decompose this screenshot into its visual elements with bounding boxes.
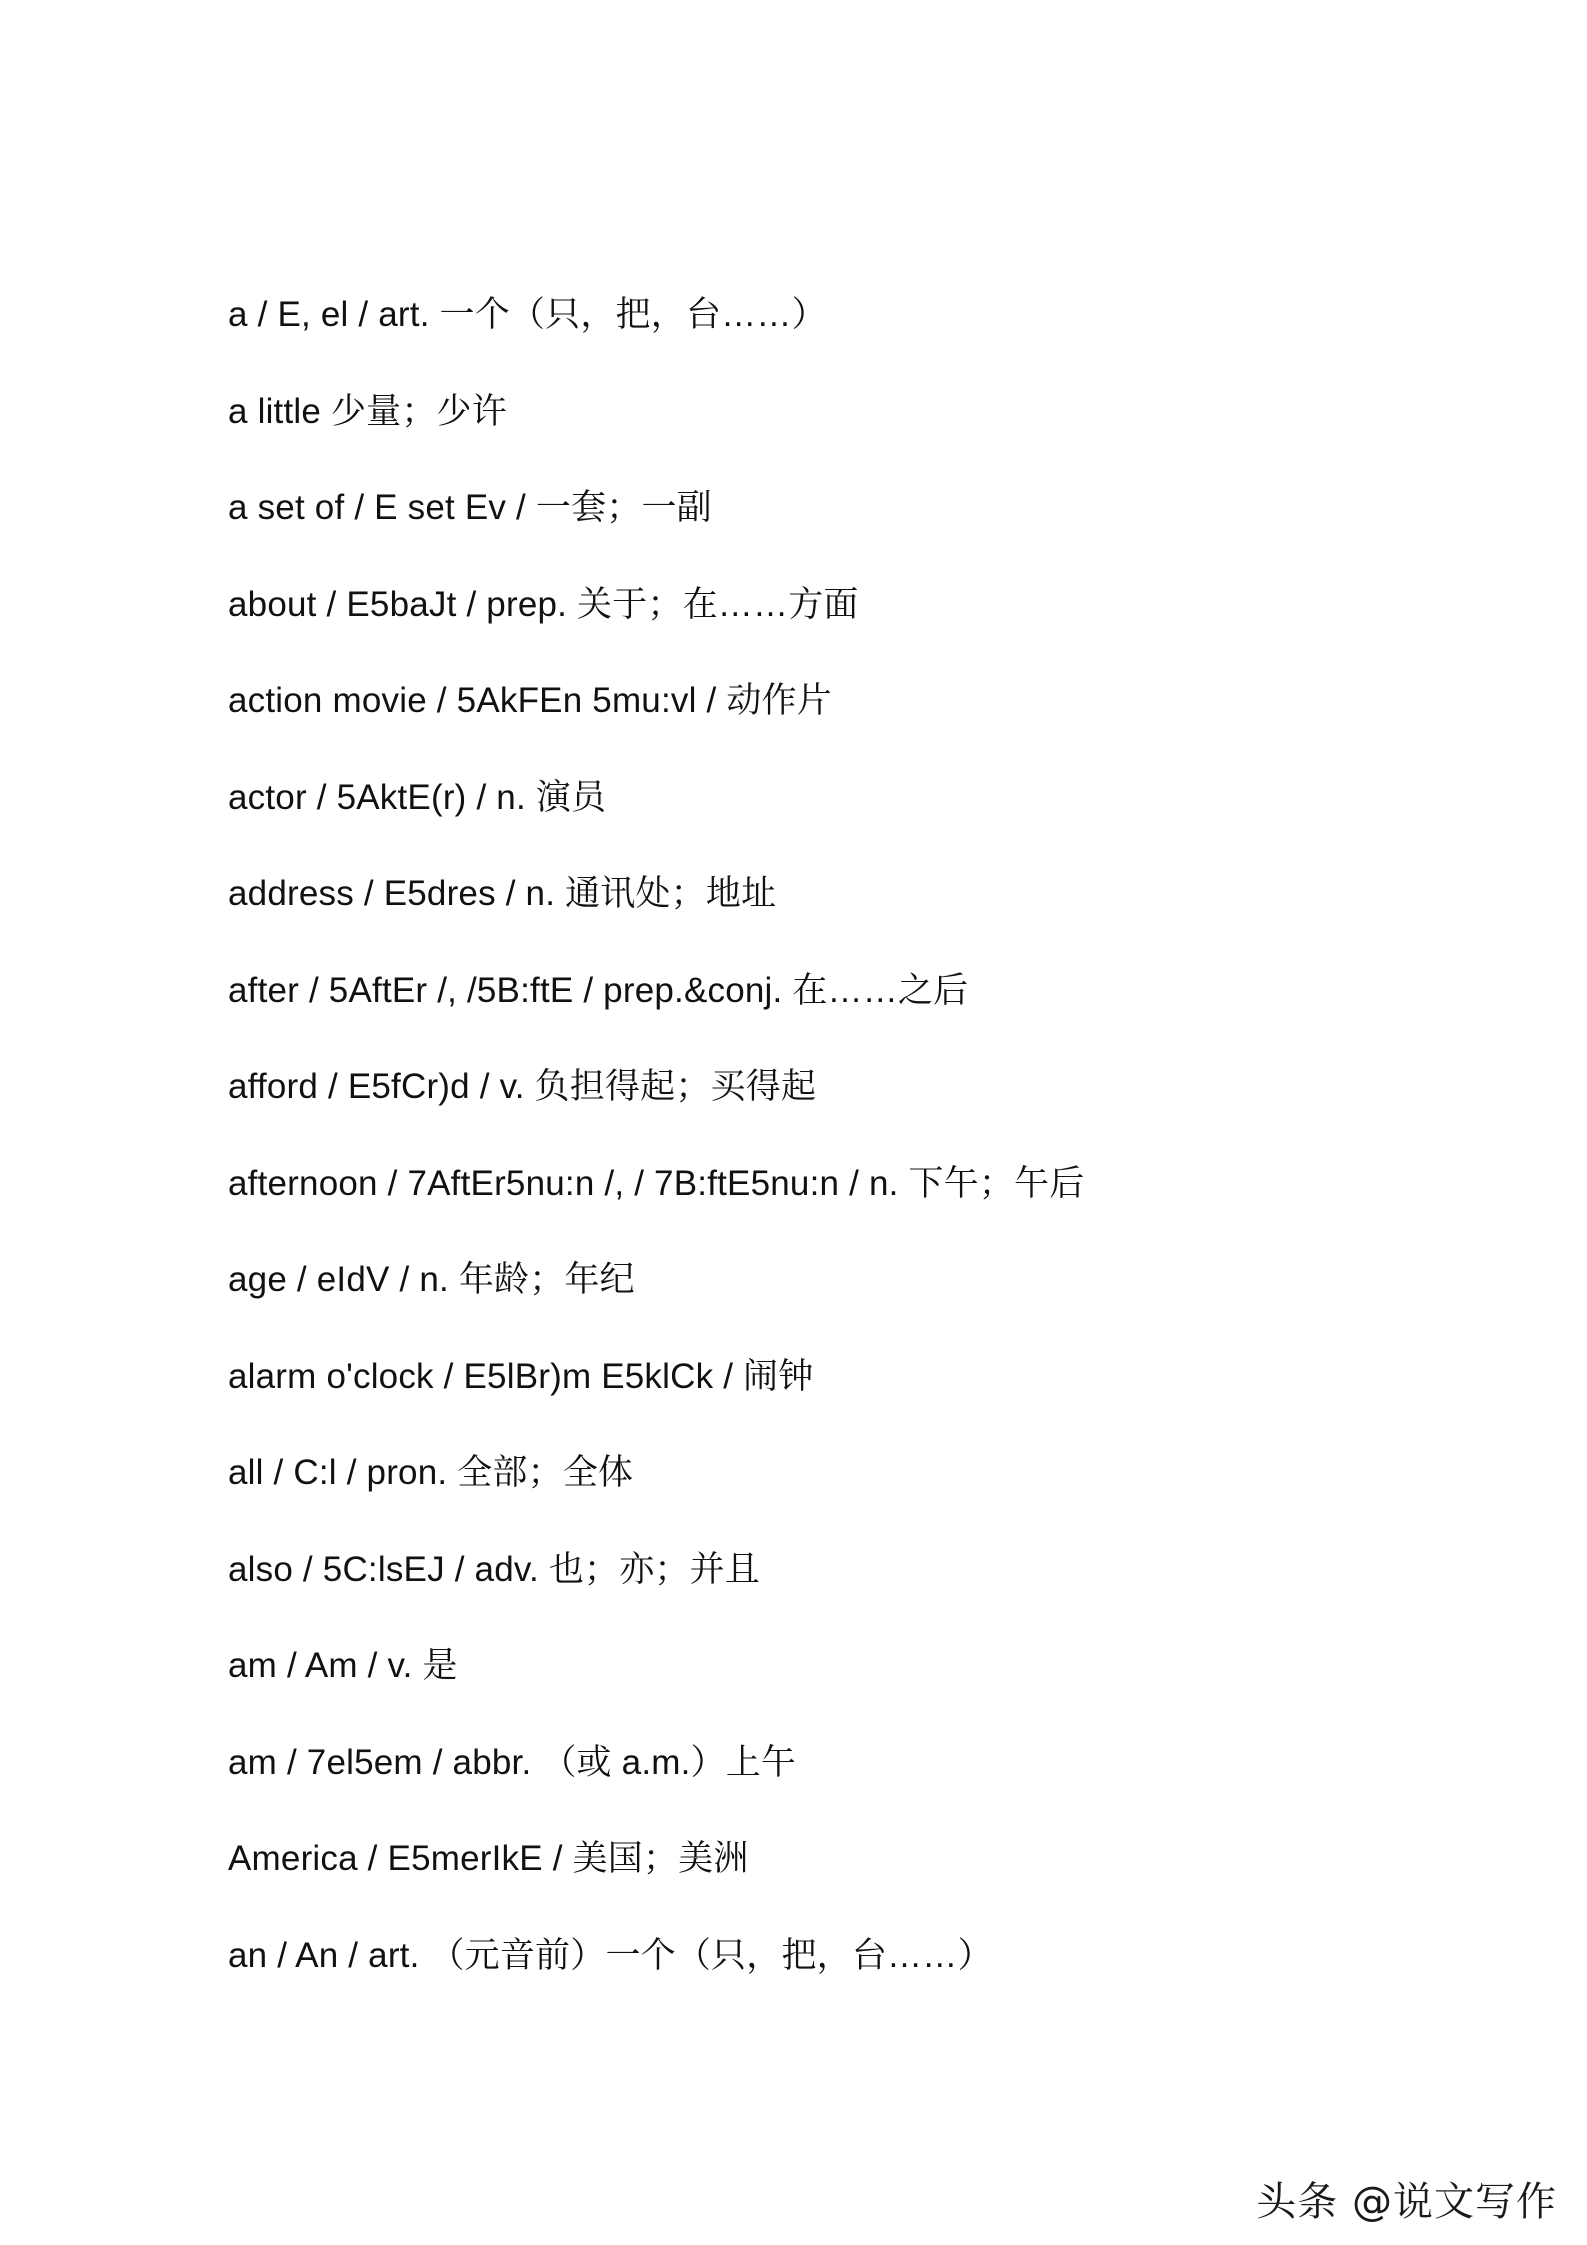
vocabulary-entry <box>228 387 1084 484</box>
entry-text: after / 5AftEr /, /5B:ftE / prep.&conj. 在……之后 <box>228 970 969 1010</box>
entry-text: a little 少量；少许 <box>228 391 507 431</box>
entry-text: am / Am / v. 是 <box>228 1646 458 1685</box>
vocabulary-entry <box>228 1931 1084 2028</box>
vocabulary-entry <box>228 1352 1084 1449</box>
entry-text: action movie / 5AkFEn 5mu:vl / 动作片 <box>228 681 832 720</box>
vocabulary-entry <box>228 1062 1084 1159</box>
entry-text: America / E5merIkE / 美国；美洲 <box>228 1839 749 1878</box>
entry-text: actor / 5AktE(r) / n. 演员 <box>228 777 607 817</box>
entry-text: afternoon / 7AftEr5nu:n /, / 7B:ftE5nu:n / n. 下午；午后 <box>228 1163 1085 1203</box>
watermark: 头条 @说文写作 <box>1256 2179 1557 2225</box>
entry-text: a / E, el / art. 一个（只，把，台……） <box>228 295 827 334</box>
entry-text: all / C:l / pron. 全部；全体 <box>228 1453 634 1492</box>
entry-text: about / E5baJt / prep. 关于；在……方面 <box>228 584 859 624</box>
entry-text: am / 7el5em / abbr. （或 a.m.）上午 <box>228 1742 797 1782</box>
entry-text: afford / E5fCr)d / v. 负担得起；买得起 <box>228 1067 817 1106</box>
vocabulary-entry <box>228 1641 1084 1738</box>
entry-text: alarm o'clock / E5lBr)m E5klCk / 闹钟 <box>228 1356 814 1396</box>
entry-text: age / eIdV / n. 年龄；年纪 <box>228 1260 635 1299</box>
vocabulary-entry <box>228 1545 1084 1642</box>
vocabulary-entry <box>228 869 1084 966</box>
vocabulary-entry <box>228 1834 1084 1931</box>
vocabulary-entry <box>228 483 1084 580</box>
vocabulary-entry <box>228 773 1084 870</box>
vocabulary-entry <box>228 290 1084 387</box>
vocabulary-entry <box>228 966 1084 1063</box>
entry-text: address / E5dres / n. 通讯处；地址 <box>228 874 777 913</box>
vocabulary-entry <box>228 1448 1084 1545</box>
vocabulary-entry <box>228 1738 1084 1835</box>
vocabulary-list <box>228 290 1084 2027</box>
entry-text: an / An / art. （元音前）一个（只，把，台……） <box>228 1935 993 1975</box>
vocabulary-entry <box>228 580 1084 677</box>
entry-text: also / 5C:lsEJ / adv. 也；亦；并且 <box>228 1549 761 1589</box>
vocabulary-entry <box>228 1255 1084 1352</box>
vocabulary-entry <box>228 676 1084 773</box>
vocabulary-entry <box>228 1159 1084 1256</box>
entry-text: a set of / E set Ev / 一套；一副 <box>228 488 712 527</box>
